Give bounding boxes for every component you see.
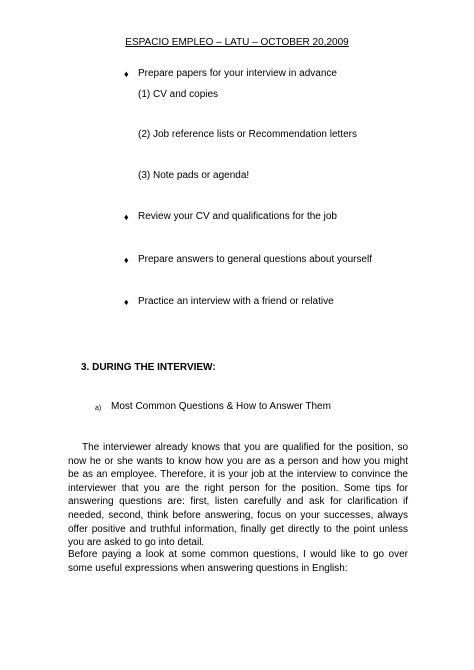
bullet-diamond-icon: ♦ [124, 255, 129, 265]
sub-item-note-pads: (3) Note pads or agenda! [138, 170, 250, 181]
bullet-diamond-icon: ♦ [124, 297, 129, 307]
bullet-diamond-icon: ♦ [124, 212, 129, 222]
bullet-item-prepare-papers: Prepare papers for your interview in advance [138, 68, 337, 79]
bullet-item-prepare-answers: Prepare answers to general questions about yourself [138, 254, 373, 265]
sub-heading: Most Common Questions & How to Answer Them [111, 401, 331, 412]
bullet-item-practice: Practice an interview with a friend or relative [138, 296, 334, 307]
paragraph-expressions: Before paying a look at some common questions, I would like to go over some useful expressions when answering questions in English: [68, 549, 408, 574]
section-heading: 3. DURING THE INTERVIEW: [81, 362, 216, 373]
sub-heading-marker: a) [95, 405, 102, 412]
sub-item-cv: (1) CV and copies [138, 89, 219, 100]
page-header: ESPACIO EMPLEO – LATU – OCTOBER 20,2009 [125, 37, 349, 48]
paragraph-interviewer: The interviewer already knows that you are qualified for the position, so now he or she wants to know how you are as a person and how you might be as an employee. Therefore, it is your job at the interview to convince the interviewer that you are the right person for the position. Some tips for answering questions are: first, listen carefully and ask for clarification if needed, second, think before answering, focus on your successes, always offer positive and truthful information, finally get directly to the point unless you are asked to go into detail. [68, 442, 408, 549]
bullet-diamond-icon: ♦ [124, 69, 129, 79]
sub-item-references: (2) Job reference lists or Recommendation letters [138, 129, 357, 140]
bullet-item-review-cv: Review your CV and qualifications for the job [138, 211, 337, 222]
